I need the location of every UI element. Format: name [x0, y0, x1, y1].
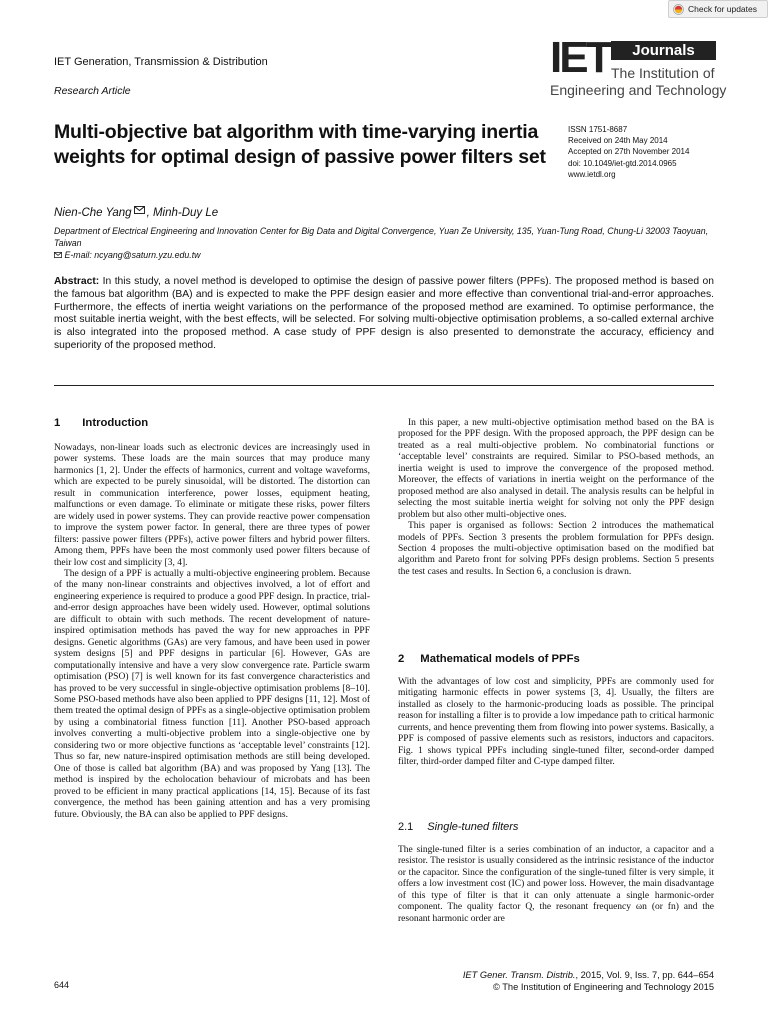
author-1: Nien-Che Yang	[54, 207, 132, 219]
section-title: Mathematical models of PPFs	[420, 653, 580, 665]
copyright: © The Institution of Engineering and Technology 2015	[492, 982, 714, 992]
iet-logo-mark: IET	[550, 33, 610, 82]
abstract-text: In this study, a novel method is developed to optimise the design of passive power filters (PPFs). The proposed method is based on the famous bat algorithm (BA) and is expected to make the PPF design easier and more effective than conventional trial-and-error approaches. Furthermore, the effects of inertia weight variations on the performance of the proposed method are examined. To optimise performance, the most suitable inertia weight, with the best effects, will be selected. For solving multi-objective optimisation problems, a so-called external archive is also integrated into the proposed method. A case study of PPF design is also presented to demonstrate the accuracy, efficiency and superiority of the proposed method.	[54, 276, 714, 351]
subsection-title: Single-tuned filters	[427, 821, 519, 833]
journal-name: IET Generation, Transmission & Distribution	[54, 56, 268, 68]
institution-line-2: Engineering and Technology	[550, 82, 727, 98]
abstract-label: Abstract:	[54, 276, 100, 287]
check-for-updates-button[interactable]	[668, 0, 768, 18]
paragraph: Nowadays, non-linear loads such as electronic devices are increasingly used in power systems. These loads are the main sources that may produce many harmonics [1, 2]. Under the effects of harmonics, current and voltage waveforms, which are expected to be purely sinusoidal, will be distorted. The distortion can result in communication interference, power losses, equipment heating, malfunctions or even damage. To eliminate or mitigate these risks, power filters are widely used in power systems. They can provide reactive power compensation to improve the system power factor. In general, there are three types of power filters: passive power filters (PPFs), active power filters and hybrid power filters. Among them, PPFs have been the most commonly used power filters because of their low cost and simplicity [3, 4].	[54, 443, 370, 568]
section-1-heading	[54, 417, 148, 429]
envelope-icon	[54, 252, 62, 258]
institution-line-1: The Institution of	[611, 65, 715, 81]
email	[54, 250, 201, 260]
citation-journal: IET Gener. Transm. Distrib.	[462, 970, 576, 980]
section-title: Introduction	[82, 417, 149, 429]
author-2: , Minh-Duy Le	[146, 207, 219, 219]
footer-citation	[420, 969, 714, 993]
envelope-icon	[134, 206, 145, 214]
received-date: Received on 24th May 2014	[568, 136, 668, 146]
authors	[54, 206, 218, 219]
affiliation: Department of Electrical Engineering and Innovation Center for Big Data and Digital Convergence, Yuan Ze University, 135, Yuan-Tung Road, Chung-Li 32003 Taoyuan, Taiwan	[54, 226, 709, 249]
right-column-intro	[398, 418, 714, 578]
left-column	[54, 443, 370, 821]
page-number: 644	[54, 980, 70, 990]
citation-details: , 2015, Vol. 9, Iss. 7, pp. 644–654	[575, 970, 714, 980]
section-number: 2	[398, 653, 405, 665]
section-2-body	[398, 677, 714, 769]
crossmark-icon	[673, 4, 684, 15]
issn: ISSN 1751-8687	[568, 125, 628, 134]
paper-title: Multi-objective bat algorithm with time-varying inertia weights for optimal design of passive power filters set	[54, 121, 546, 168]
subsection-number: 2.1	[398, 821, 414, 833]
iet-logo	[550, 33, 610, 82]
doi: doi: 10.1049/iet-gtd.2014.0965	[568, 158, 677, 168]
divider	[54, 385, 714, 386]
section-2-1-body	[398, 845, 714, 925]
email-text[interactable]: E-mail: ncyang@saturn.yzu.edu.tw	[64, 250, 201, 260]
paragraph: The single-tuned filter is a series combination of an inductor, a capacitor and a resistor. The resistor is usually considered as the intrinsic resistance of the inductor or the capacitor. Since the configuration of the single-tuned filter is very simple, it offers a low investment cost (IC) and power loss. However, the main disadvantage of this type of filter is that it can only attenuate a single harmonic-order component. The quality factor Q, the resonant frequency ωn (or fn) and the resonant harmonic order are	[398, 845, 714, 924]
paragraph: With the advantages of low cost and simplicity, PPFs are commonly used for mitigating harmonic effects in power systems [3, 4]. Usually, the filters are installed as closely to the harmonic-producing loads as possible. The principal reason for installing a filter is to provide a low impedance path to critical harmonic currents, and hence preventing them from flowing into power systems. Basically, a PPF is composed of passive elements such as resistors, inductors and capacitors. Fig. 1 shows typical PPFs including single-tuned filter, second-order damped filter, third-order damped filter and C-type damped filter.	[398, 677, 714, 768]
journals-label: Journals	[611, 41, 716, 60]
paragraph: In this paper, a new multi-objective optimisation method based on the BA is proposed for the PPF design. With the proposed approach, the PPF design can be treated as a real multi-objective problem. No combinatorial functions or ‘acceptable level’ constraints are required. Similar to PSO-based methods, an inertia weight is used to improve the convergence of the proposed method. Moreover, the effects of variations in inertia weight on the performance of the proposed method are also analysed in detail. The analysis results can be helpful in selecting the most suitable inertia weight for solving not only the PPF design problem but also other multi-objective ones.	[398, 418, 714, 520]
accepted-date: Accepted on 27th November 2014	[568, 147, 690, 157]
publication-meta	[568, 124, 689, 180]
section-2-heading	[398, 653, 580, 665]
paragraph: The design of a PPF is actually a multi-objective engineering problem. Because of the many non-linear constraints and objectives involved, a lot of effort and engineering experience is required to produce a good PPF design. In practice, trial-and-error design approaches have been widely used. However, optimal solutions are difficult to obtain with such methods. The recent development of nature-inspired optimisation methods has paved the way for new approaches in PPF designs. Genetic algorithms (GAs) are very famous, and have been used in power system designs [5] and PPF designs in particular [6]. However, GAs are computationally intensive and have a very slow convergence rate. Particle swarm optimisation (PSO) [7] is well known for its fast convergence characteristics and has proved to be very successful in single-objective optimisation problems [8–10]. Some PSO-based methods have also been applied to PPF designs [11, 12]. Most of them treated the optimal design of PPFs as a single-objective optimisation problem by using a combinatorial fitness function [11]. Another PSO-based approach involves converting a multi-objective problem into a single-objective one by considering two or more objective functions as ‘acceptable level’ constraints [12]. Thus so far, new nature-inspired optimisation methods are still being developed. One of those is called bat algorithm (BA) and was proposed by Yang [13]. The method is inspired by the echolocation behaviour of microbats and has been proved to be efficient in many practical applications [14, 15]. Because of its fast convergence, the method has been gaining attention and has a very promising future. Obviously, the BA can also be applied to PPF designs.	[54, 568, 370, 820]
website: www.ietdl.org	[568, 169, 616, 179]
section-number: 1	[54, 417, 61, 429]
abstract	[54, 276, 714, 353]
subsection-2-1-heading	[398, 821, 518, 833]
article-type: Research Article	[54, 85, 131, 97]
paragraph: This paper is organised as follows: Section 2 introduces the mathematical models of PPFs. Section 3 presents the problem formulation for PPFs design. Section 4 proposes the multi-objective optimisation based on the modified bat algorithm and Pareto front for solving PPFs design problems. Section 5 presents the test cases and results. In Section 6, a conclusion is drawn.	[398, 521, 714, 577]
check-for-updates-label: Check for updates	[688, 4, 757, 14]
